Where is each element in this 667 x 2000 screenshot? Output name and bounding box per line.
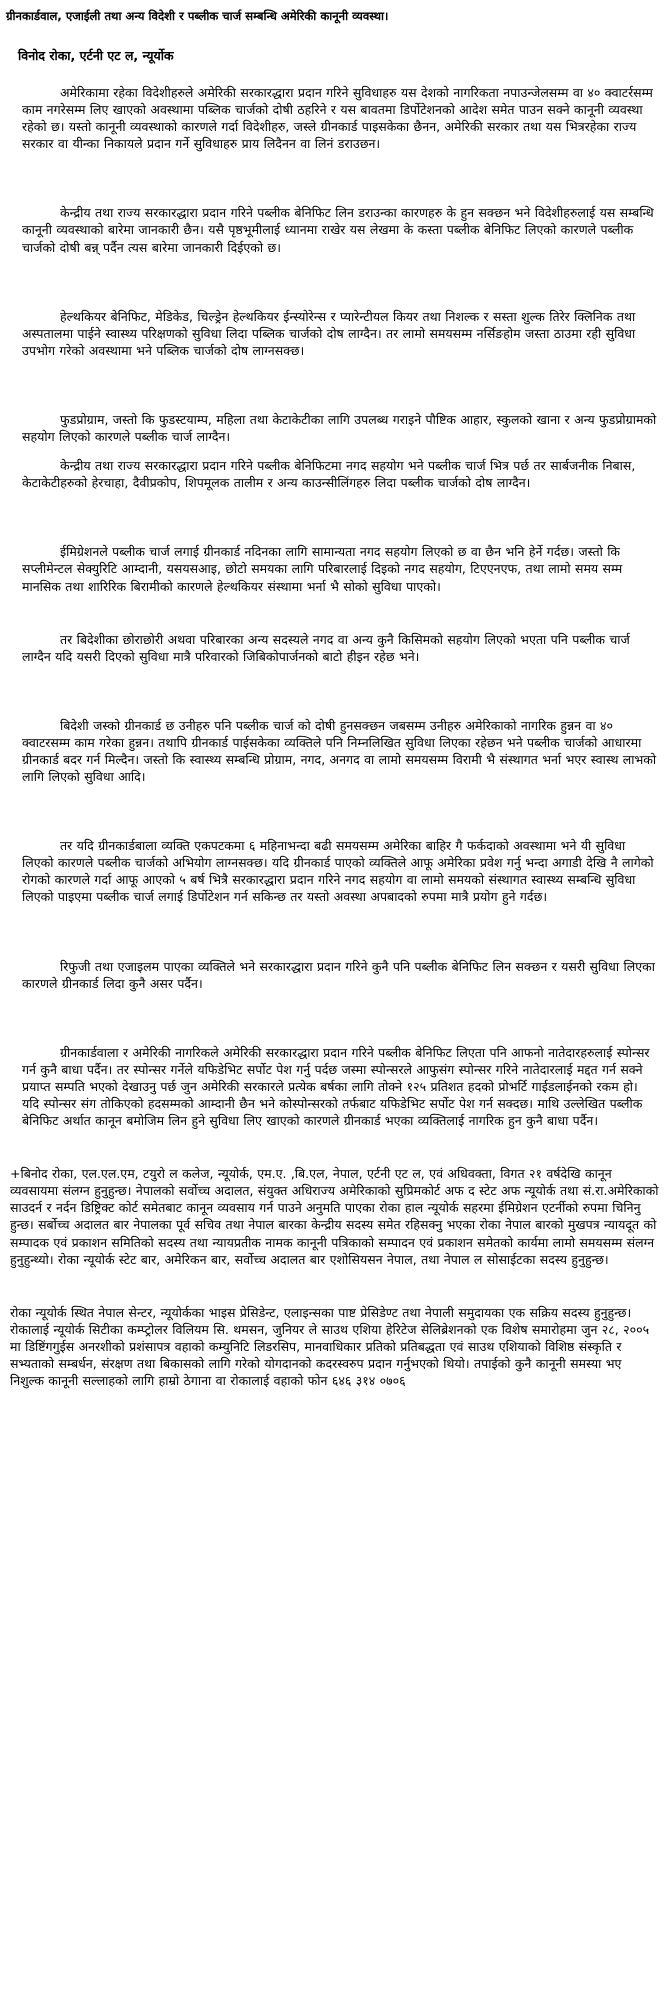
paragraph: अमेरिकामा रहेका विदेशीहरुले अमेरिकी सरकारद्धारा प्रदान गरिने सुविधाहरु यस देशको नागरिकता नपाउन्जेलसम्म वा ४० क्वाटर्रसम्म काम नगरेसम्म लिए खाएको अवस्थामा पब्लिक चार्जको दोषी ठहरिने र यस बावतमा डिर्पोटेशनको आदेश समेत पाउन सक्ने कानूनी व्यवस्था रहेको छ। यस्तो कानूनी व्यवस्थाको कारणले गर्दा विदेशीहरु, जस्ले ग्रीनकार्ड पाइसकेका छैनन, अमेरिकी सरकार तथा यस भित्ररहेका राज्य सरकार वा यीन्का निकायले प्रदान गर्ने सुविधाहरु प्राय लिदैनन वा लिनं डराउछन। xyxy=(22,85,653,152)
paragraph: हेल्थकियर बेनिफिट, मेडिकेड, चिल्ड्रेन हेल्थकियर ईन्स्योरेन्स र प्यारेन्टीयल कियर तथा निशल्क र सस्ता शुल्क तिरेर क्लिनिक तथा अस्पतालमा पाईने स्वास्थ्य परिक्षणको सुविधा लिदा पब्लिक चार्जको दोष लाग्दैन। तर लामो समयसम्म नर्सिङहोम जस्ता ठाउमा रही सुविधा उपभोग गरेको अवस्थामा भने पब्लिक चार्जको दोष लाग्नसक्छ। xyxy=(22,308,636,358)
paragraph: केन्द्रीय तथा राज्य सरकारद्धारा प्रदान गरिने पब्लीक बेनिफिट लिन डराउन्का कारणहरु के हुन सक्छन भने विदेशीहरुलाई यस सम्बन्धि कानूनी व्यवस्थाको बारेमा जानकारी छैन। यसै पृष्ठभूमीलाई ध्यानमा राखेर यस लेखमा के कस्ता पब्लीक बेनिफिट लिएको कारणले पब्लीक चार्जको दोषी बन्न् पर्दैन त्यस बारेमा जानकारी दिईएको छ। xyxy=(22,205,654,255)
paragraph: ईमिग्रेशनले पब्लीक चार्ज लगाई ग्रीनकार्ड नदिनका लागि सामान्यता नगद सहयोग लिएको छ वा छैन भनि हेर्ने गर्दछ। जस्तो कि सप्लीमेन्टल सेक्युरिटि आम्दानी, यसयसआइ, छोटो समयका लागि परिबारलाई दिइको नगद सहयोग, टिएएनएफ, तथा लामो समय सम्म मानसिक तथा शारिरिक बिरामीको कारणले हेल्थकियर संस्थामा भर्ना भै सोको सुविधा पाएको। xyxy=(22,544,623,594)
paragraph: रिफुजी तथा एजाइलम पाएका व्यक्तिले भने सरकारद्धारा प्रदान गरिने कुनै पनि पब्लीक बेनिफिट लिन सक्छन र यसरी सुविधा लिएका कारणले ग्रीनकार्ड लिदा कुनै असर पर्दैन। xyxy=(22,958,655,991)
paragraph: तर बिदेशीका छोराछोरी अथवा परिबारका अन्य सदस्यले नगद वा अन्य कुनै किसिमको सहयोग लिएको भएता पनि पब्लीक चार्ज लाग्दैन यदि यसरी दिएको सुविधा मात्रै परिवारको जिबिकोपार्जनको बाटो हीइन रहेछ भने। xyxy=(22,631,630,664)
article-title: ग्रीनकार्डवाल, एजाईली तथा अन्य विदेशी र पब्लीक चार्ज सम्बन्धि अमेरिकी कानूनी व्यवस्था। xyxy=(6,9,389,23)
author-byline: विनोद रोका, एर्टनी एट ल, न्यूर्योक xyxy=(18,48,174,63)
paragraph: बिदेशी जस्को ग्रीनकार्ड छ उनीहरु पनि पब्लीक चार्ज को दोषी हुनसक्छन जबसम्म उनीहरु अमेरिकाको नागरिक हुन्नन वा ४० क्वाटरसम्म काम गरेका हुन्नन। तथापि ग्रीनकार्ड पाईसकेका व्यक्तिले पनि निम्नलिखित सुविधा लिएका रहेछन भने पब्लीक चार्जको आधारमा ग्रीनकार्ड बदर गर्न मिल्दैन। जस्तो कि स्वास्थ्य सम्बन्धि प्रोग्राम, नगद, अनगद वा लामो समयसम्म विरामी भै संस्थागत भर्ना भएर स्वास्थ लाभको लागि लिएको सुविधा आदि। xyxy=(22,717,657,785)
paragraph: ग्रीनकार्डवाला र अमेरिकी नागरिकले अमेरिकी सरकारद्धारा प्रदान गरिने पब्लीक बेनिफिट लिएता पनि आफनो नातेदारहरुलाई स्पोन्सर गर्न कुनै बाधा पर्दैन। तर स्पोन्सर गर्नेले यफिडेभिट सर्पोट पेश गर्नु पर्दछ जस्मा स्पोन्सरले आफुसंग स्पोन्सर गरिने नातेदारलाई मद्दत गर्न सक्ने प्रयाप्त सम्पति भएको देखाउनु पर्छ जुन अमेरिकी सरकारले प्रत्येक बर्षका लागि तोक्ने १२५ प्रतिशत हदको प्रोभर्टि गाईडलाईनको रकम हो। यदि स्पोन्सर संग तोकिएको हदसम्मको आम्दानी छैन भने कोस्पोन्सरको तर्फबाट यफिडेभिट सर्पोट पेश गर्न सक्दछ। माथि उल्लेखित पब्लीक बेनिफिट अर्थात कानून बमोजिम लिन हुने सुविधा लिए खाएको कारणले ग्रीनकार्ड भएका व्यक्तिलाई नागरिक हुन कुनै बाधा पर्दैन। xyxy=(22,1044,650,1129)
author-bio-paragraph: रोका न्यूयोर्क स्थित नेपाल सेन्टर, न्यूयोर्कका भाइस प्रेसिडेन्ट, एलाइन्सका पाष्ट प्रेसिडेण्ट तथा नेपाली समुदायका एक सक्रिय सदस्य हुनुहुन्छ। रोकालाई न्यूयोर्क सिटीका कम्प्ट्रोलर विलियम सि. थमसन, जुनियर ले साउथ एशिया हेरिटेज सेलिब्रेशनको एक विशेष समारोहमा जुन २८, २००५ मा डिष्टिंगगुईस अनरशीको प्रशंसापत्र वहाको कम्युनिटि लिडरसिप, मानवाधिकार प्रतिको प्रतिबद्धता एवं साउथ एशियाको विशिष्ठ संस्कृति र सभ्यताको सम्बर्धन, संरक्षण तथा बिकासको लागि गरेको योगदानको कदरस्वरुप प्रदान गर्नुभएको थियो। तपाईको कुनै कानूनी समस्या भए निशुल्क कानूनी सल्लाहको लागि हाम्रो ठेगाना वा रोकालाई वहाको फोन ६४६ ३१४ ०७०६ xyxy=(10,1304,650,1389)
paragraph: तर यदि ग्रीनकार्डबाला व्यक्ति एकपटकमा ६ महिनाभन्दा बढी समयसम्म अमेरिका बाहिर गै फर्कदाको अवस्थामा भने यी सुविधा लिएको कारणले पब्लीक चार्जको अभियोग लाग्नसक्छ। यदि ग्रीनकार्ड पाएको व्यक्तिले आफू अमेरिका प्रवेश गर्नु भन्दा अगाडी देखि नै लागेको रोगको कारणले गर्दा आफू आएको ५ बर्ष भित्रै सरकारद्धारा प्रदान गरिने नगद सहयोग वा लामो समयको संस्थागत स्वास्थ्य सम्बन्धि सुविधा लिएको पाइएमा पब्लीक चार्ज लगाई डिर्पोटेशन गर्न सकिन्छ तर यस्तो अवस्था अपबादको रुपमा मात्रै प्रयोग हुने गर्दछ। xyxy=(22,838,654,905)
paragraph: फुडप्रोग्राम, जस्तो कि फुडस्टयाम्प, महिला तथा केटाकेटीका लागि उपलब्ध गराइने पौष्टिक आहार, स्कुलको खाना र अन्य फुडप्रोग्रामको सहयोग लिएको कारणले पब्लीक चार्ज लाग्दैन। xyxy=(22,411,657,445)
author-bio-paragraph: +बिनोद रोका, एल.एल.एम, टयुरो ल कलेज, न्यूयोर्क, एम.ए. ,बि.एल, नेपाल, एर्टनी एट ल, एवं अधिवक्ता, विगत २१ वर्षदेखि कानून व्यवसायमा संलग्न हुनुहुन्छ। नेपालको सर्वोच्च अदालत, संयुक्त अधिराज्य अमेरिकाको सुप्रिमकोर्ट अफ द स्टेट अफ न्यूयोर्क तथा सं.रा.अमेरिकाको साउदर्न र नर्दन डिष्ट्रिक्ट कोर्ट समेतबाट कानून व्यवसाय गर्न पाउने अनुमति पाएका रोका हाल न्यूयोर्क सहरमा ईमिग्रेशन एटर्नीको रुपमा चिनिनु हुन्छ। सर्बोच्च अदालत बार नेपालका पूर्व सचिव तथा नेपाल बारका केन्द्रीय सदस्य समेत रहिसक्नु भएका रोका नेपाल बारको मुखपत्र न्यायदूत को सम्पादक एवं प्रकाशन समितिको सदस्य तथा न्यायप्रतीक नामक कानूनी पत्रिकाको सम्पादन एवं प्रकाशन समेतको कार्यमा लामो समयसम्म संलग्न हुनुहुन्थ्यो। रोका न्यूयोर्क स्टेट बार, अमेरिकन बार, सर्वोच्च अदालत बार एशोसियसन नेपाल, तथा नेपाल ल सोसाईटका सदस्य हुनुहुन्छ। xyxy=(10,1166,659,1267)
paragraph: केन्द्रीय तथा राज्य सरकारद्धारा प्रदान गरिने पब्लीक बेनिफिटमा नगद सहयोग भने पब्लीक चार्ज भित्र पर्छ तर सार्बजनीक निबास, केटाकेटीहरुको हेरचाहा, दैवीप्रकोप, शिपमूलक तालीम र अन्य काउन्सीलिंगहरु लिदा पब्लीक चार्जको दोष लाग्दैन। xyxy=(22,458,636,491)
